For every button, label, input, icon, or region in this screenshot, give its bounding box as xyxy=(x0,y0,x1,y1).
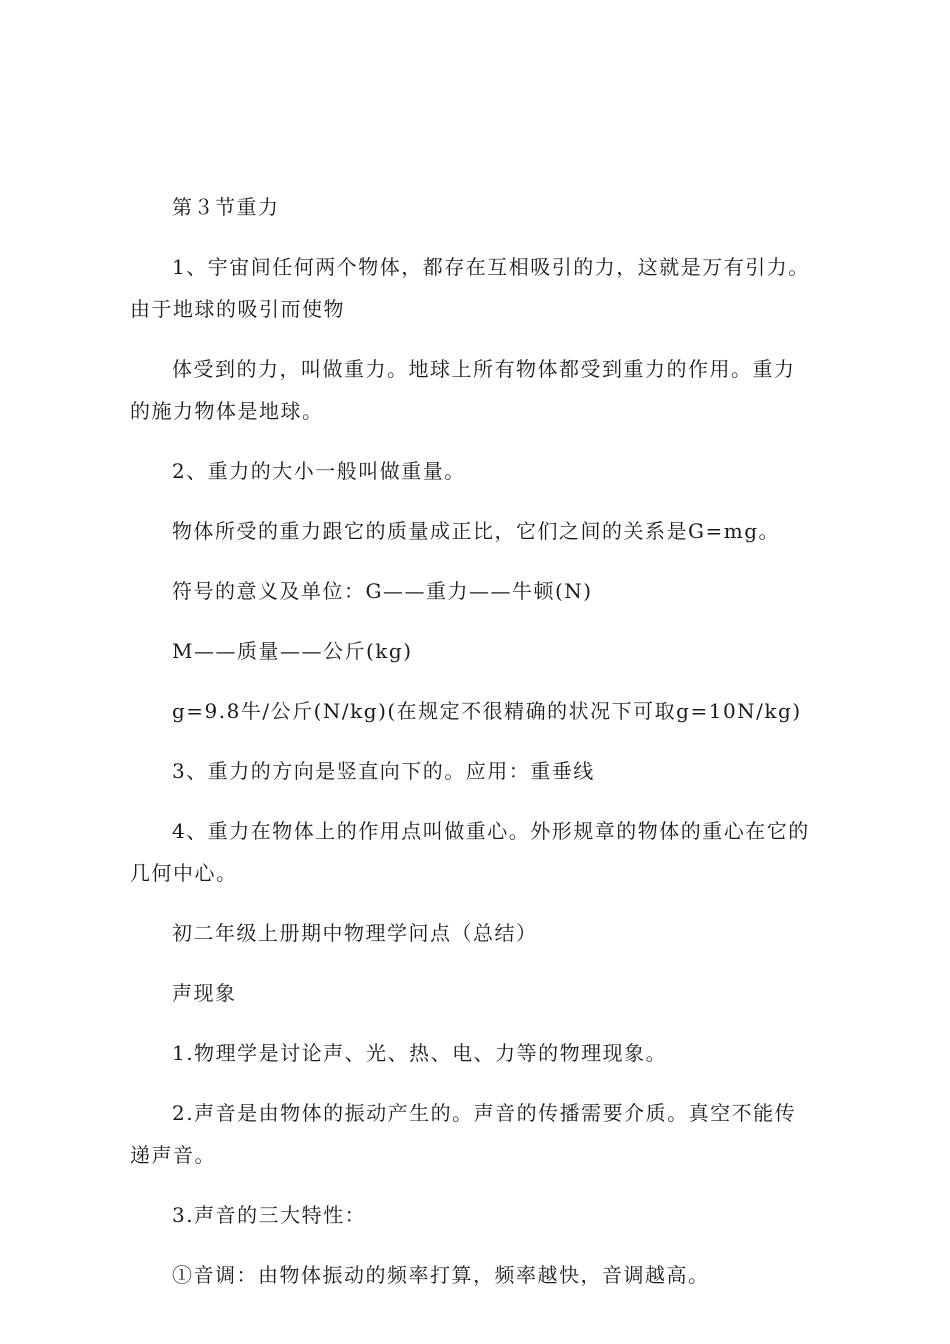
paragraph-gravity-definition xyxy=(130,348,830,432)
paragraph-symbol-units xyxy=(130,570,830,612)
text-line: g=9.8牛/公斤(N/kg)(在规定不很精确的状况下可取g=10N/kg) xyxy=(172,699,802,723)
text-line: 2.声音是由物体的振动产生的。声音的传播需要介质。真空不能传 xyxy=(172,1101,797,1125)
paragraph-g-value xyxy=(130,690,830,732)
text-line: 声现象 xyxy=(172,981,237,1005)
text-line: 3.声音的三大特性： xyxy=(172,1203,367,1227)
paragraph-sound-characteristics xyxy=(130,1194,830,1236)
text-line: 4、重力在物体上的作用点叫做重心。外形规章的物体的重心在它的 xyxy=(172,819,810,843)
text-line: 的施力物体是地球。 xyxy=(130,399,324,423)
text-line: 符号的意义及单位：G——重力——牛顿(N) xyxy=(172,579,593,603)
paragraph-gmg-relation xyxy=(130,510,830,552)
text-line: 1、宇宙间任何两个物体，都存在互相吸引的力，这就是万有引力。 xyxy=(172,255,810,279)
text-line: 初二年级上册期中物理学问点（总结） xyxy=(172,921,538,945)
text-line: 体受到的力，叫做重力。地球上所有物体都受到重力的作用。重力 xyxy=(172,357,796,381)
text-line: 物体所受的重力跟它的质量成正比，它们之间的关系是G=mg。 xyxy=(172,519,781,543)
paragraph-universal-gravitation xyxy=(130,246,830,330)
paragraph-weight xyxy=(130,450,830,492)
paragraph-pitch xyxy=(130,1254,830,1296)
text-line: 几何中心。 xyxy=(130,861,238,885)
paragraph-mass-unit xyxy=(130,630,830,672)
document-body xyxy=(130,186,830,1314)
paragraph-center-of-gravity xyxy=(130,810,830,894)
section-heading-gravity xyxy=(130,186,830,228)
paragraph-gravity-direction xyxy=(130,750,830,792)
text-line: ①音调：由物体振动的频率打算，频率越快，音调越高。 xyxy=(172,1263,710,1287)
paragraph-sound-origin xyxy=(130,1092,830,1176)
heading-midterm-summary xyxy=(130,912,830,954)
text-line: 2、重力的大小一般叫做重量。 xyxy=(172,459,466,483)
heading-sound-phenomena xyxy=(130,972,830,1014)
text-line: 由于地球的吸引而使物 xyxy=(130,297,345,321)
text-line: 第３节重力 xyxy=(172,195,280,219)
paragraph-physics-scope xyxy=(130,1032,830,1074)
text-line: 3、重力的方向是竖直向下的。应用：重垂线 xyxy=(172,759,595,783)
text-line: 1.物理学是讨论声、光、热、电、力等的物理现象。 xyxy=(172,1041,668,1065)
text-line: M——质量——公斤(kg) xyxy=(172,639,413,663)
text-line: 递声音。 xyxy=(130,1143,216,1167)
